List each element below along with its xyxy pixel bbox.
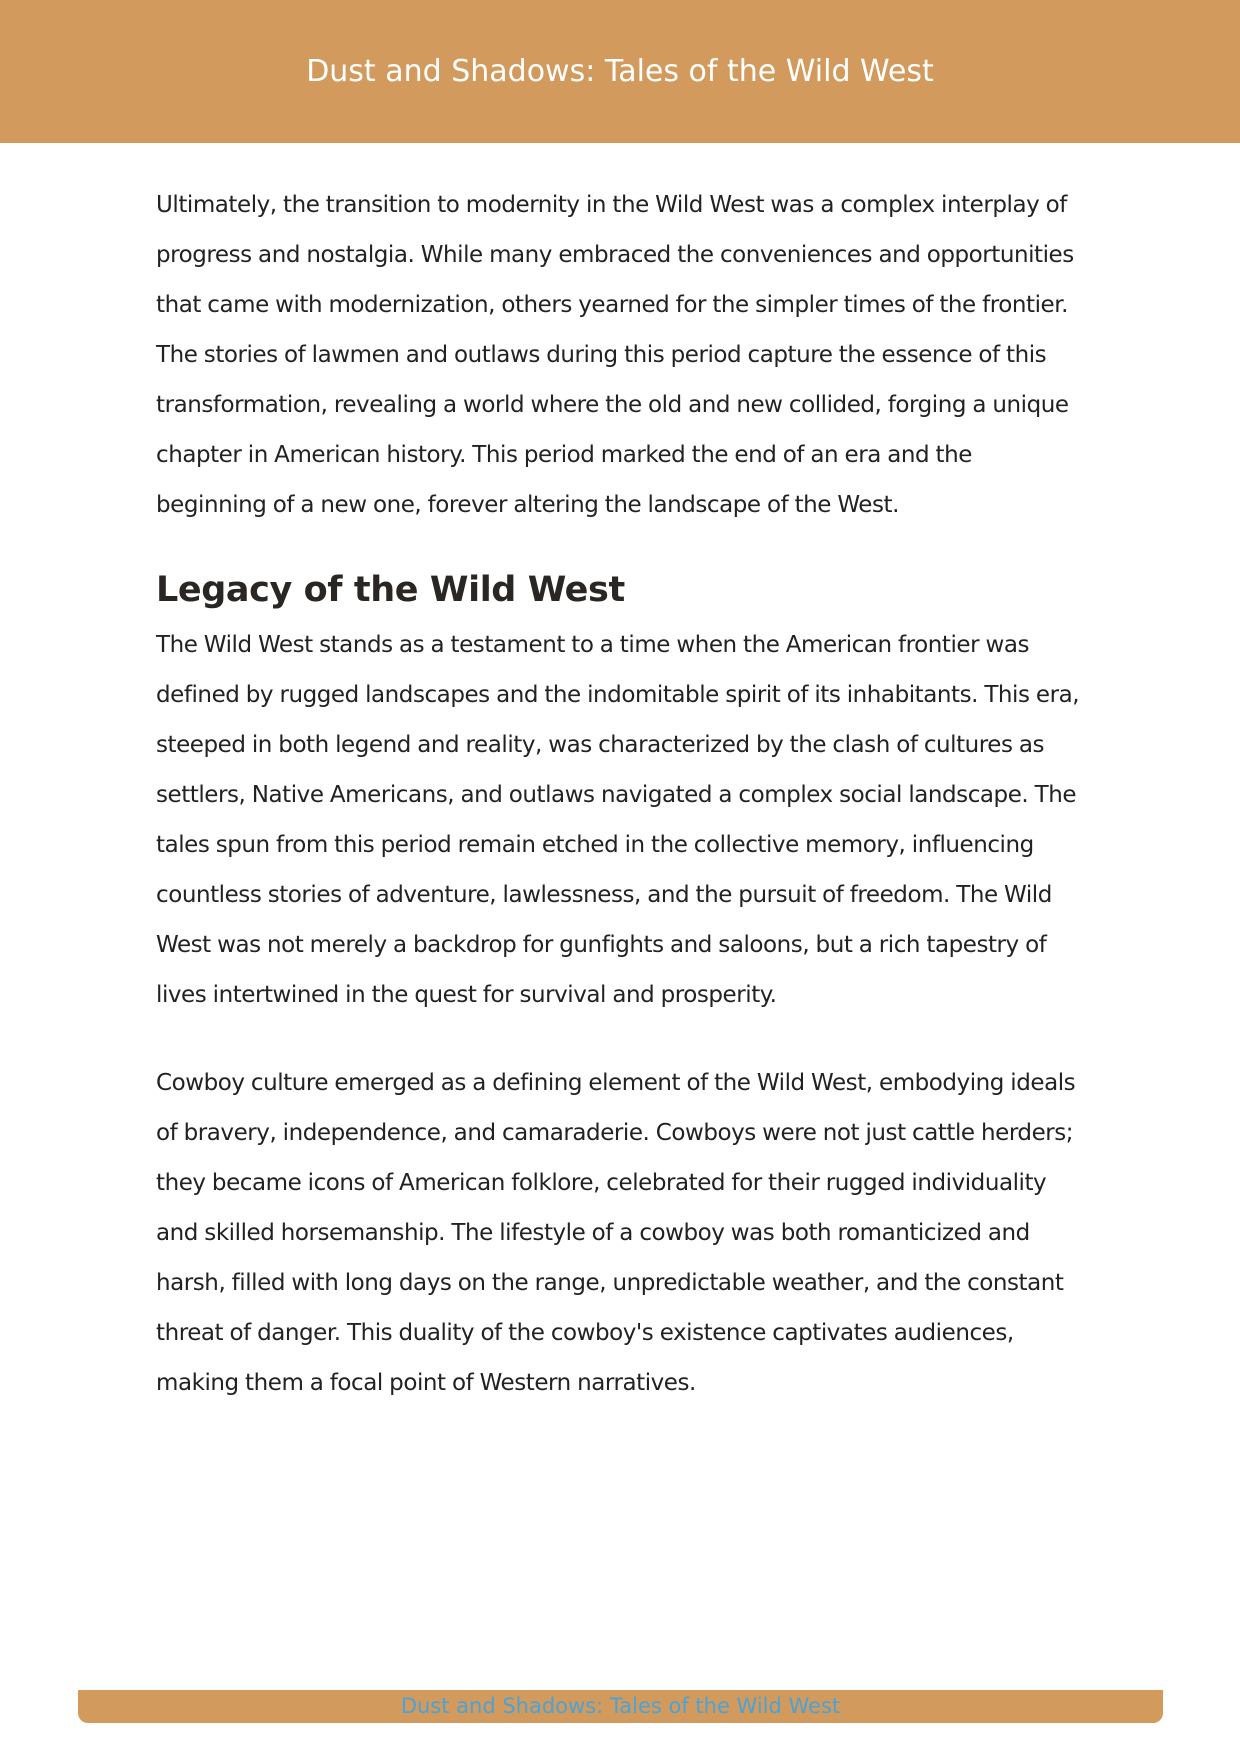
header-title: Dust and Shadows: Tales of the Wild West [306,54,934,89]
page-header [0,0,1240,143]
footer-text: Dust and Shadows: Tales of the Wild West [400,1694,841,1718]
page-footer [78,1690,1163,1723]
section-paragraph-2: Cowboy culture emerged as a defining element of the Wild West, embodying ideals of bravery, independence, and camaraderie. Cowboys were not just cattle herders; they became icons of American folklore, celebrated for their rugged individuality and skilled horsemanship. The lifestyle of a cowboy was both romanticized and harsh, filled with long days on the range, unpredictable weather, and the constant threat of danger. This duality of the cowboy's existence captivates audiences, making them a focal point of Western narratives. [156,1070,1076,1396]
intro-paragraph: Ultimately, the transition to modernity in the Wild West was a complex interplay of progress and nostalgia. While many embraced the conveniences and opportunities that came with modernization, others yearned for the simpler times of the frontier. The stories of lawmen and outlaws during this period capture the essence of this transformation, revealing a world where the old and new collided, forging a unique chapter in American history. This period marked the end of an era and the beginning of a new one, forever altering the landscape of the West. [156,192,1074,518]
section-heading: Legacy of the Wild West [156,570,625,610]
document-body [156,180,1086,1408]
section-paragraph-1: The Wild West stands as a testament to a time when the American frontier was defined by rugged landscapes and the indomitable spirit of its inhabitants. This era, steeped in both legend and reality, was characterized by the clash of cultures as settlers, Native Americans, and outlaws navigated a complex social landscape. The tales spun from this period remain etched in the collective memory, influencing countless stories of adventure, lawlessness, and the pursuit of freedom. The Wild West was not merely a backdrop for gunfights and saloons, but a rich tapestry of lives intertwined in the quest for survival and prosperity. [156,632,1080,1008]
